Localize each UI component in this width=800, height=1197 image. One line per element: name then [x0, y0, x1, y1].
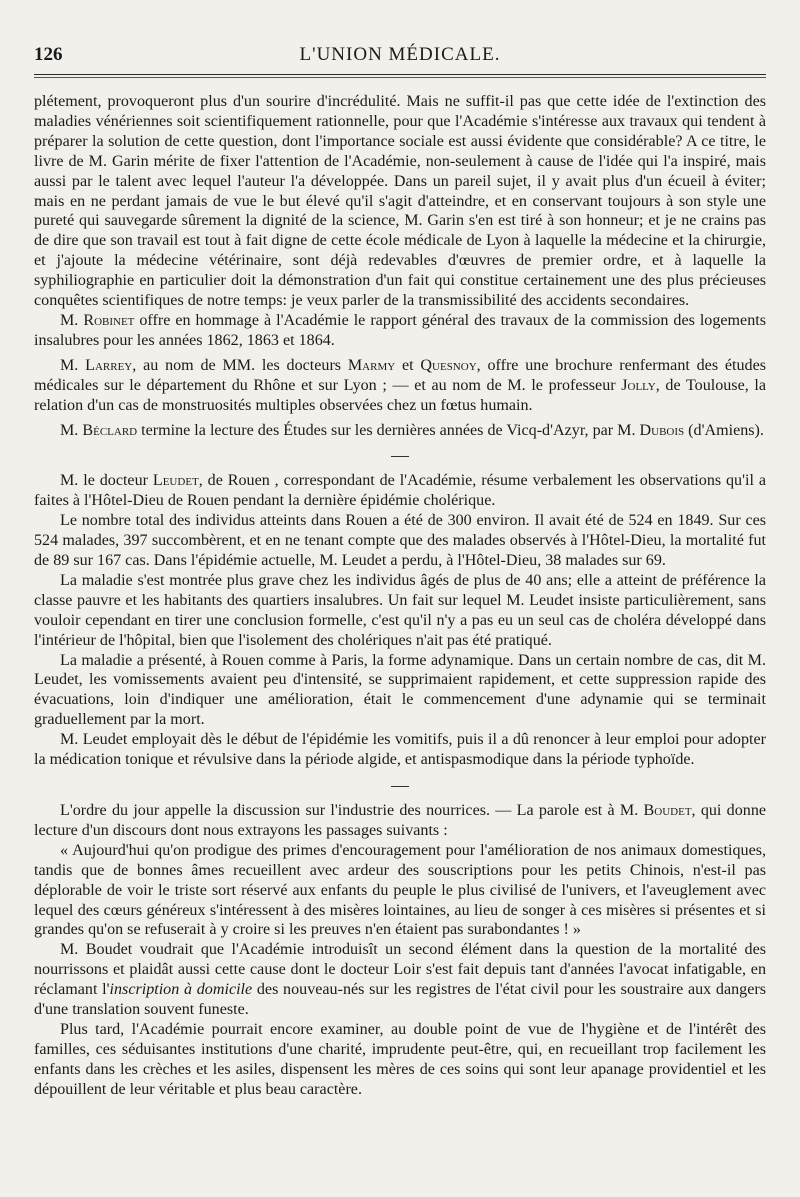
paragraph: Plus tard, l'Académie pourrait encore examiner, au double point de vue de l'hygiène et de l'intérêt des familles, ces séduisantes institutions d'une charité, imprudente peut-être, qui, en recueillant trop facilement les enfants dans les crèches et les asiles, dispensent les mères de ces soins qui sont leur apanage providentiel et les dépouillent de leur véritable et plus beau caractère.: [34, 1020, 766, 1098]
person-name: Robinet: [83, 311, 135, 329]
paragraph: plétement, provoqueront plus d'un sourire d'incrédulité. Mais ne suffit-il pas que cette idée de l'extinction des maladies vénériennes soit scientifiquement rationnelle, pour que l'Académie s'intéresse aux travaux qui tendent à préparer la solution de cette question, dont l'importance sociale est aussi évidente que considérable? A ce titre, le livre de M. Garin mérite de fixer l'attention de l'Académie, non-seulement à cause de l'idée qui l'a inspiré, mais aussi par le talent avec lequel l'auteur l'a développée. Dans un pareil sujet, il y avait plus d'un écueil à éviter; mais en ne perdant jamais de vue le but élevé qu'il s'agit d'atteindre, et en conservant toujours à son style une pureté qui sauvegarde sûrement la dignité de la science, M. Garin s'en est tiré à son honneur; et je ne crains pas de dire que son travail est tout à fait digne de cette école médicale de Lyon à laquelle la médecine et la chirurgie, et j'ajoute la médecine vétérinaire, sont déjà redevables d'œuvres de premier ordre, et à laquelle la syphiliographie en particulier doit la démonstration d'un fait qui constitue certainement une des plus précieuses conquêtes scientifiques de notre temps: je veux parler de la transmissibilité des accidents secondaires.: [34, 93, 766, 310]
paragraph: L'ordre du jour appelle la discussion sur l'industrie des nourrices. — La parole est à M. Boudet, qui donne lecture d'un discours dont nous extrayons les passages suivants :: [34, 802, 767, 839]
running-title: L'UNION MÉDICALE.: [299, 44, 501, 65]
person-name: Marmy: [347, 356, 396, 374]
person-name: Jolly: [621, 376, 656, 394]
page-header: [34, 44, 766, 70]
paragraph: M. Robinet offre en hommage à l'Académie le rapport général des travaux de la commission des logements insalubres pour les années 1862, 1863 et 1864.: [34, 311, 766, 349]
paragraph: La maladie a présenté, à Rouen comme à Paris, la forme adynamique. Dans un certain nombre de cas, dit M. Leudet, les vomissements avaient peu d'intensité, se supprimaient rapidement, et cette suppression rapide des évacuations, loin d'indiquer une amélioration, était le commencement d'une adynamie qui se terminait graduellement par la mort.: [34, 651, 766, 729]
paragraph: M. Béclard termine la lecture des Études sur les dernières années de Vicq-d'Azyr, par M. Dubois (d'Amiens).: [60, 421, 764, 439]
person-name: Béclard: [82, 421, 138, 439]
header-rule-thin: [34, 77, 766, 78]
person-name: Dubois: [639, 421, 685, 439]
paragraph: La maladie s'est montrée plus grave chez les individus âgés de plus de 40 ans; elle a atteint de préférence la classe pauvre et les habitants des quartiers insalubres. Un fait sur lequel M. Leudet insiste particulièrement, sans vouloir cependant en tirer une conclusion formelle, c'est qu'il n'y a pas eu un seul cas de choléra développé dans l'intérieur de l'hôpital, bien que l'isolement des cholériques n'ait pas été pratiqué.: [34, 571, 766, 649]
section-separator: [391, 456, 409, 457]
quoted-paragraph: « Aujourd'hui qu'on prodigue des primes d'encouragement pour l'amélioration de nos animaux domestiques, tandis que de bonnes âmes recueillent avec ardeur des souscriptions pour les petits Chinois, n'est-il pas déplorable de voir le triste sort réservé aux enfants du peuple le plus civilisé de l'univers, et l'aveuglement avec lequel des cœurs généreux s'intéressent à des misères lointaines, au lieu de songer à ces misères si présentes et si grandes qu'on se refuserait à y croire si les preuves n'en étaient pas surabondantes ! »: [34, 841, 766, 939]
paragraph: M. Larrey, au nom de MM. les docteurs Marmy et Quesnoy, offre une brochure renfermant des études médicales sur le département du Rhône et sur Lyon ; — et au nom de M. le professeur Jolly, de Toulouse, la relation d'un cas de monstruosités multiples observées chez un fœtus humain.: [34, 356, 766, 414]
header-rule: [34, 74, 766, 75]
paragraph: M. le docteur Leudet, de Rouen , correspondant de l'Académie, résume verbalement les observations qu'il a faites à l'Hôtel-Dieu de Rouen pendant la dernière épidémie cholérique.: [34, 472, 766, 510]
person-name: Boudet: [643, 802, 692, 819]
paragraph: Le nombre total des individus atteints dans Rouen a été de 300 environ. Il avait été de 524 en 1849. Sur ces 524 malades, 397 succombèrent, et en ne tenant compte que des malades observés à l'Hôtel-Dieu, la mortalité fut de 89 sur 167 cas. Dans l'épidémie actuelle, M. Leudet a perdu, à l'Hôtel-Dieu, 38 malades sur 69.: [34, 512, 766, 570]
body-text: [34, 92, 766, 1100]
section-separator: [391, 786, 409, 787]
person-name: Quesnoy: [420, 356, 477, 374]
person-name: Leudet: [152, 472, 199, 490]
paragraph: M. Leudet employait dès le début de l'épidémie les vomitifs, puis il a dû renoncer à leur emploi pour adopter la médication tonique et révulsive dans la période algide, et antispasmodique dans la période typhoïde.: [34, 731, 766, 769]
person-name: Larrey: [85, 356, 133, 374]
paragraph: M. Boudet voudrait que l'Académie introduisît un second élément dans la question de la mortalité des nourrissons et plaidât aussi cette cause dont le docteur Loir s'est fait depuis tant d'années l'avocat infatigable, en réclamant l'inscription à domicile des nouveau-nés sur les registres de l'état civil pour les soustraire aux dangers d'une translation souvent funeste.: [34, 941, 766, 1019]
page-number: 126: [34, 44, 63, 65]
italic-phrase: inscription à domicile: [109, 981, 253, 999]
